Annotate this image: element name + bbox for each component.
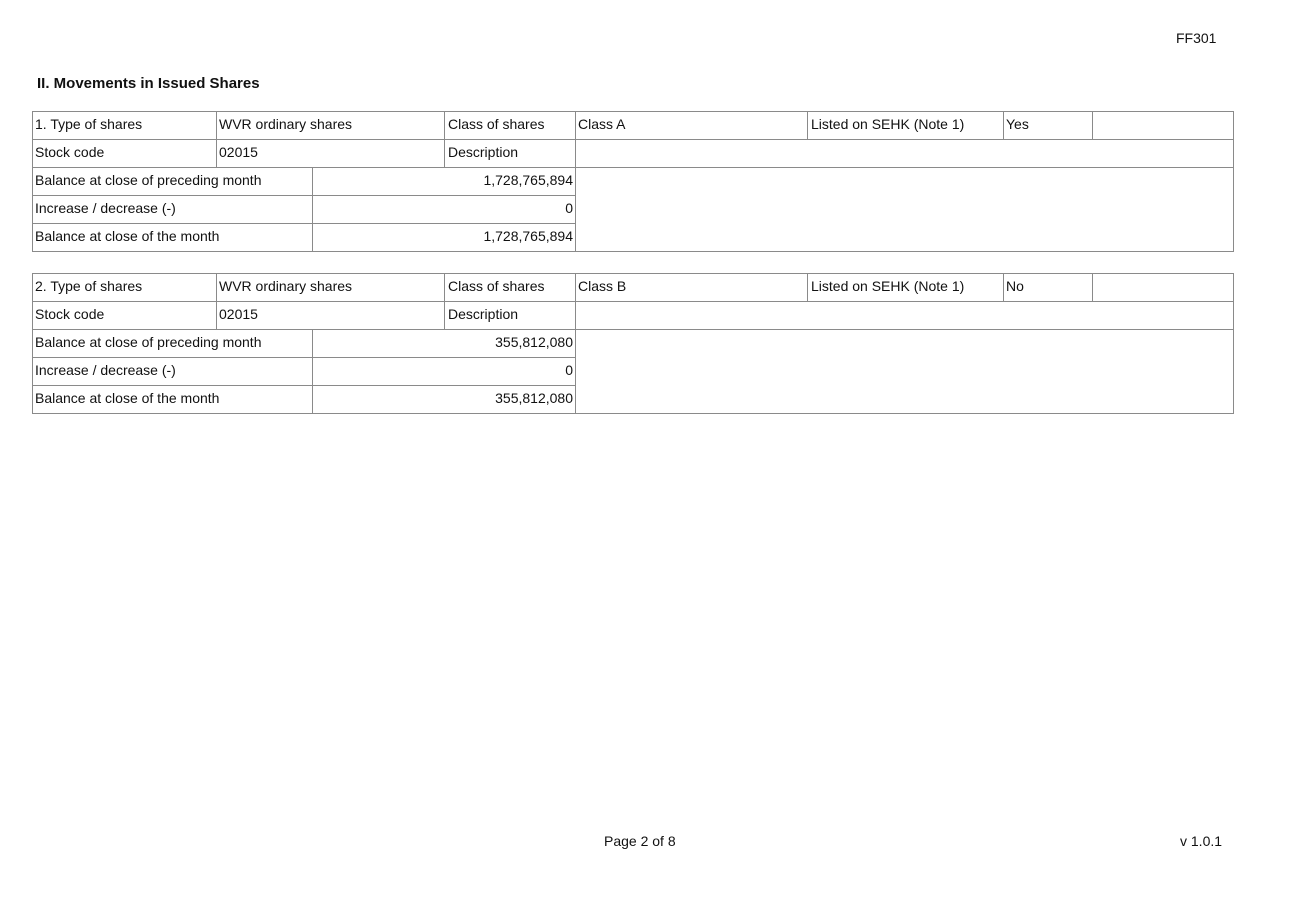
balance-close-value: 1,728,765,894 (483, 228, 573, 244)
class-of-shares-label: Class of shares (448, 278, 545, 294)
stock-code-value: 02015 (219, 144, 258, 160)
balance-close-value: 355,812,080 (495, 390, 573, 406)
stock-code-label: Stock code (35, 306, 105, 322)
description-label: Description (448, 144, 519, 160)
type-of-shares-label: 2. Type of shares (35, 278, 143, 294)
increase-decrease-label: Increase / decrease (-) (35, 362, 176, 378)
form-code: FF301 (1176, 30, 1217, 46)
listed-on-sehk-label: Listed on SEHK (Note 1) (811, 116, 965, 132)
class-of-shares-label: Class of shares (448, 116, 545, 132)
stock-code-label: Stock code (35, 144, 105, 160)
balance-preceding-value: 355,812,080 (495, 334, 573, 350)
type-of-shares-value: WVR ordinary shares (219, 278, 353, 294)
listed-on-sehk-value: Yes (1006, 116, 1029, 132)
page-number: Page 2 of 8 (604, 833, 676, 849)
increase-decrease-label: Increase / decrease (-) (35, 200, 176, 216)
listed-on-sehk-label: Listed on SEHK (Note 1) (811, 278, 965, 294)
class-of-shares-value: Class B (578, 278, 627, 294)
listed-on-sehk-value: No (1006, 278, 1024, 294)
share-class-table-2 (32, 273, 1234, 413)
section-title: II. Movements in Issued Shares (37, 75, 260, 92)
increase-decrease-value: 0 (565, 362, 573, 378)
stock-code-value: 02015 (219, 306, 258, 322)
balance-close-label: Balance at close of the month (35, 390, 220, 406)
version-label: v 1.0.1 (1180, 833, 1223, 849)
balance-preceding-label: Balance at close of preceding month (35, 334, 262, 350)
description-value (576, 139, 1233, 167)
type-of-shares-label: 1. Type of shares (35, 116, 143, 132)
class-of-shares-value: Class A (578, 116, 626, 132)
balance-preceding-value: 1,728,765,894 (483, 172, 573, 188)
description-value (576, 301, 1233, 329)
empty-cell (1093, 273, 1233, 301)
increase-decrease-value: 0 (565, 200, 573, 216)
share-class-table-1 (32, 111, 1234, 251)
empty-cell (1093, 111, 1233, 139)
balance-close-label: Balance at close of the month (35, 228, 220, 244)
type-of-shares-value: WVR ordinary shares (219, 116, 353, 132)
balance-preceding-label: Balance at close of preceding month (35, 172, 262, 188)
description-label: Description (448, 306, 519, 322)
